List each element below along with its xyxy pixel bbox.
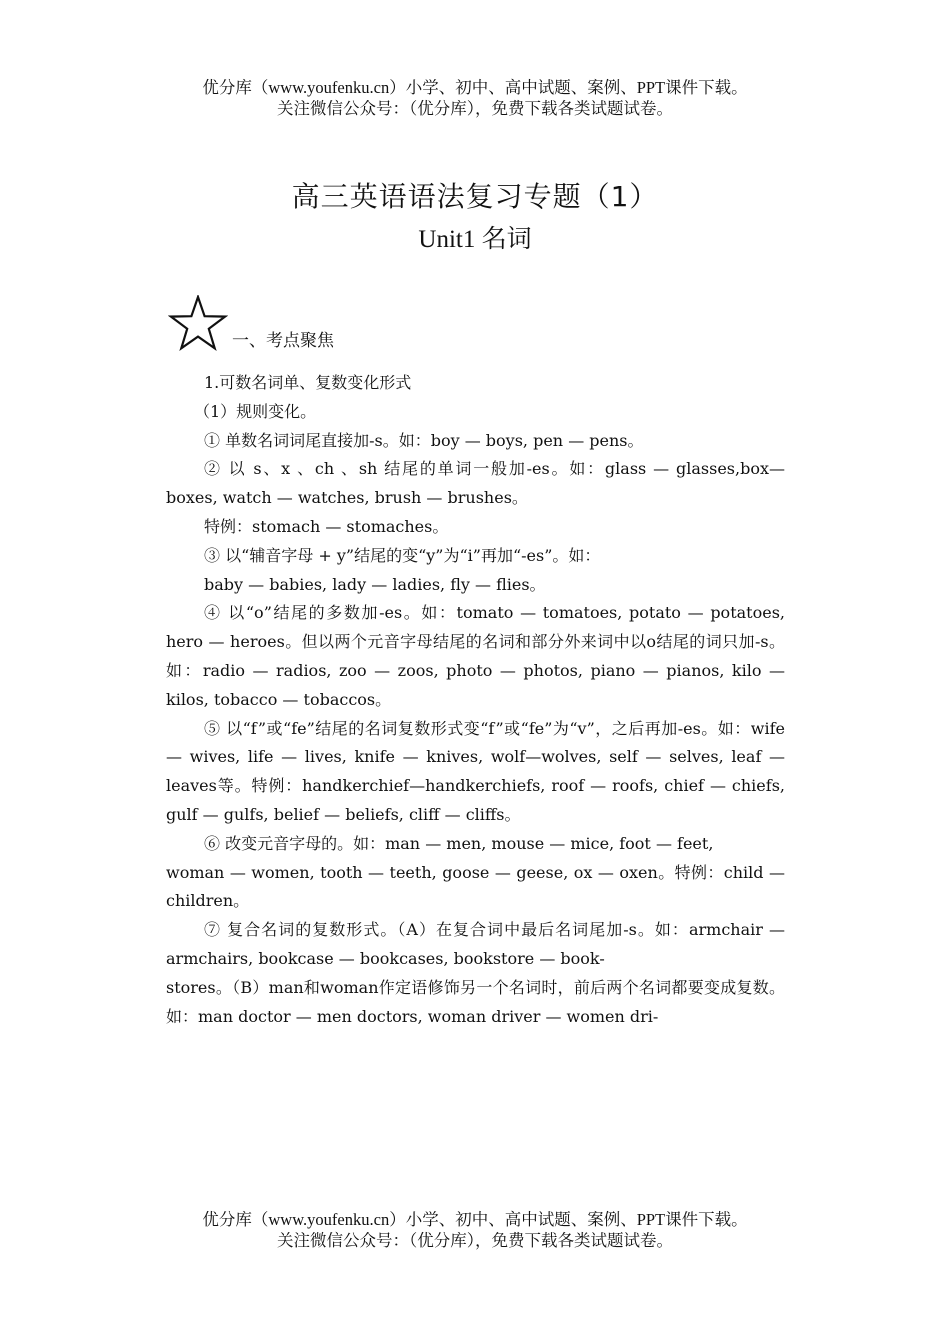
rule-7-intro: ⑦ 复合名词的复数形式。（A）在复合词中最后名词尾加-s。如：armchair — armchairs, bookcase — bookcases, bookstore — book-	[166, 920, 785, 968]
page-header	[0, 77, 950, 119]
sub-1-title: （1）规则变化。	[194, 401, 317, 421]
rule-1: ① 单数名词词尾直接加-s。如：boy — boys, pen — pens。	[204, 430, 644, 450]
page-footer	[0, 1209, 950, 1251]
special-case-1: 特例：stomach — stomaches。	[204, 516, 449, 536]
rule-5: ⑤ 以“f”或“fe”结尾的名词复数形式变“f”或“fe”为“v”，之后再加-es。如：wife — wives, life — lives, knife — knives, wolf—wolves, self — selves, leaf — leaves等。特例：handkerchief—handkerchiefs, roof — roofs, chief — chiefs, gulf — gulfs, belief — beliefs, cliff — cliffs。	[166, 718, 785, 824]
rule-3-examples: baby — babies, lady — ladies, fly — flies。	[204, 574, 546, 594]
item-1-title: 1.可数名词单、复数变化形式	[204, 373, 412, 392]
star-icon	[168, 295, 228, 353]
rule-6-examples: woman — women, tooth — teeth, goose — geese, ox — oxen。特例：child — children。	[166, 862, 785, 911]
header-line-1: 优分库（www.youfenku.cn）小学、初中、高中试题、案例、PPT课件下载。	[202, 78, 748, 97]
page-title: 高三英语语法复习专题（1）	[291, 180, 659, 213]
footer-line-1: 优分库（www.youfenku.cn）小学、初中、高中试题、案例、PPT课件下载。	[202, 1210, 748, 1229]
rule-3-intro: ③ 以“辅音字母 + y”结尾的变“y”为“i”再加“-es”。如：	[204, 545, 601, 565]
rule-2: ② 以 s、x 、ch 、sh 结尾的单词一般加-es。如：glass — glasses,box— boxes, watch — watches, brush — brushes。	[166, 459, 785, 508]
rule-6-intro: ⑥ 改变元音字母的。如：man — men, mouse — mice, foot — feet,	[204, 833, 714, 853]
rule-4: ④ 以“o”结尾的多数加-es。如：tomato — tomatoes, potato — potatoes, hero — heroes。但以两个元音字母结尾的名词和部分外来词中以o结尾的词只加-s。 如：radio — radios, zoo — zoos, photo — photos, piano — pianos, kilo — kilos, tobacco — tobaccos。	[166, 603, 785, 709]
rule-7-continued: stores。（B）man和woman作定语修饰另一个名词时，前后两个名词都要变成复数。如：man doctor — men doctors, woman driver — women dri-	[166, 977, 785, 1026]
section-heading: 一、考点聚焦	[232, 331, 334, 351]
header-line-2: 关注微信公众号：（优分库），免费下载各类试题试卷。	[277, 99, 673, 118]
footer-line-2: 关注微信公众号：（优分库），免费下载各类试题试卷。	[277, 1231, 673, 1250]
page-subtitle: Unit1 名词	[418, 226, 532, 253]
document-body	[166, 369, 785, 1031]
